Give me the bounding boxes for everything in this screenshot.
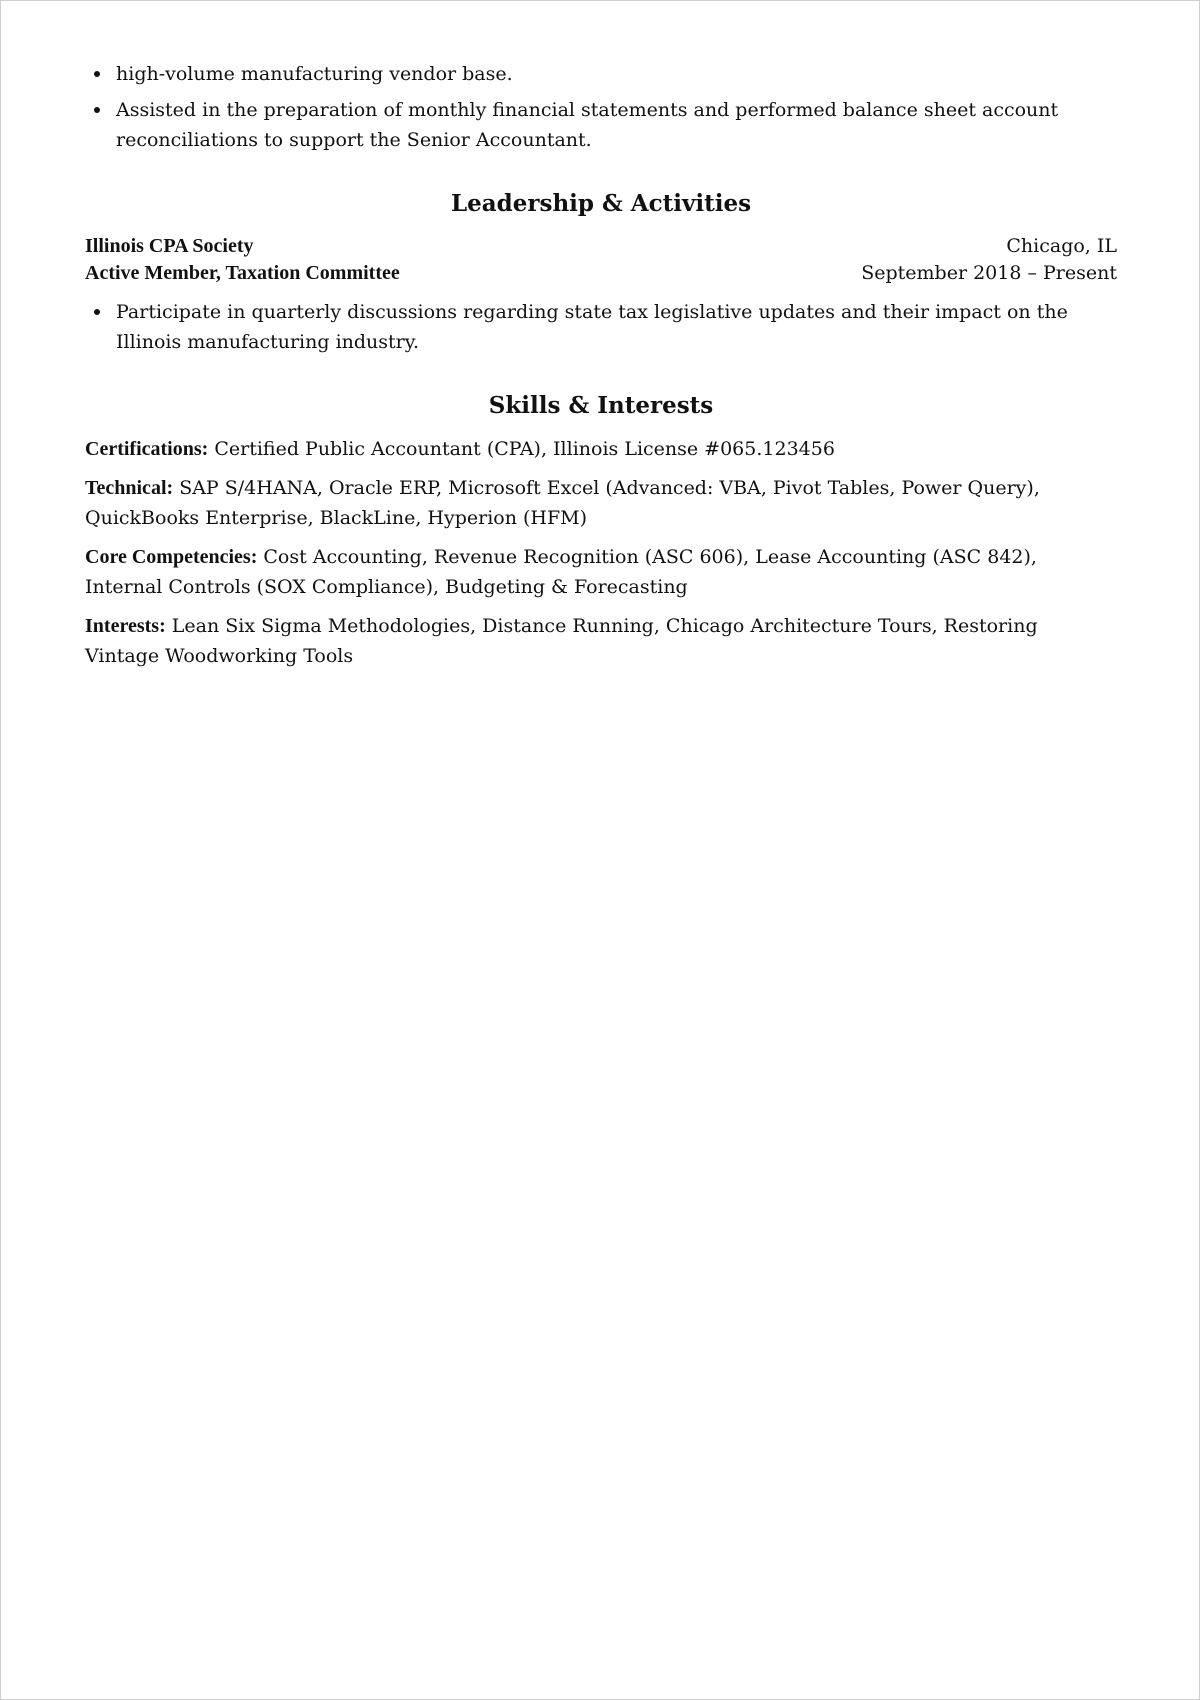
bullet-item <box>85 95 1117 155</box>
skill-text: SAP S/4HANA, Oracle ERP, Microsoft Excel (Advanced: VBA, Pivot Tables, Power Query), QuickBooks Enterprise, BlackLine, Hyperion (HFM) <box>85 477 1040 529</box>
skills-list <box>85 434 1117 671</box>
skill-text: Certified Public Accountant (CPA), Illinois License #065.123456 <box>208 438 835 460</box>
entry-subheader-row <box>85 260 1117 287</box>
skill-text: Cost Accounting, Revenue Recognition (ASC 606), Lease Accounting (ASC 842), Internal Controls (SOX Compliance), Budgeting & Forecasting <box>85 546 1037 598</box>
skill-line-core-competencies <box>85 542 1117 602</box>
skill-label: Core Competencies: <box>85 546 258 568</box>
skill-line-certifications <box>85 434 1117 464</box>
skill-line-interests <box>85 611 1117 671</box>
entry-location: Chicago, IL <box>1006 235 1117 257</box>
skill-label: Technical: <box>85 477 174 499</box>
bullet-item <box>85 59 1117 89</box>
resume-content <box>85 59 1117 680</box>
entry-header-row <box>85 233 1117 260</box>
section-heading-leadership: Leadership & Activities <box>450 190 752 217</box>
experience-bullet-list <box>85 59 1117 155</box>
bullet-text: high-volume manufacturing vendor base. <box>116 63 513 85</box>
bullet-text: Participate in quarterly discussions regarding state tax legislative updates and their impact on the Illinois manufacturing industry. <box>116 301 1068 353</box>
skill-label: Interests: <box>85 615 166 637</box>
bullet-dot-icon <box>94 107 100 113</box>
bullet-item <box>85 297 1117 357</box>
organization-name: Illinois CPA Society <box>85 235 254 257</box>
leadership-bullet-list <box>85 297 1117 357</box>
bullet-dot-icon <box>94 309 100 315</box>
entry-dates: September 2018 – Present <box>861 262 1117 284</box>
skill-text: Lean Six Sigma Methodologies, Distance Running, Chicago Architecture Tours, Restoring Vintage Woodworking Tools <box>85 615 1038 667</box>
skill-label: Certifications: <box>85 438 209 460</box>
leadership-entry <box>85 233 1117 357</box>
role-title: Active Member, Taxation Committee <box>85 262 400 284</box>
bullet-dot-icon <box>94 71 100 77</box>
bullet-text: Assisted in the preparation of monthly financial statements and performed balance sheet account reconciliations to support the Senior Accountant. <box>116 99 1059 151</box>
section-heading-skills: Skills & Interests <box>488 392 714 419</box>
skill-line-technical <box>85 473 1117 533</box>
